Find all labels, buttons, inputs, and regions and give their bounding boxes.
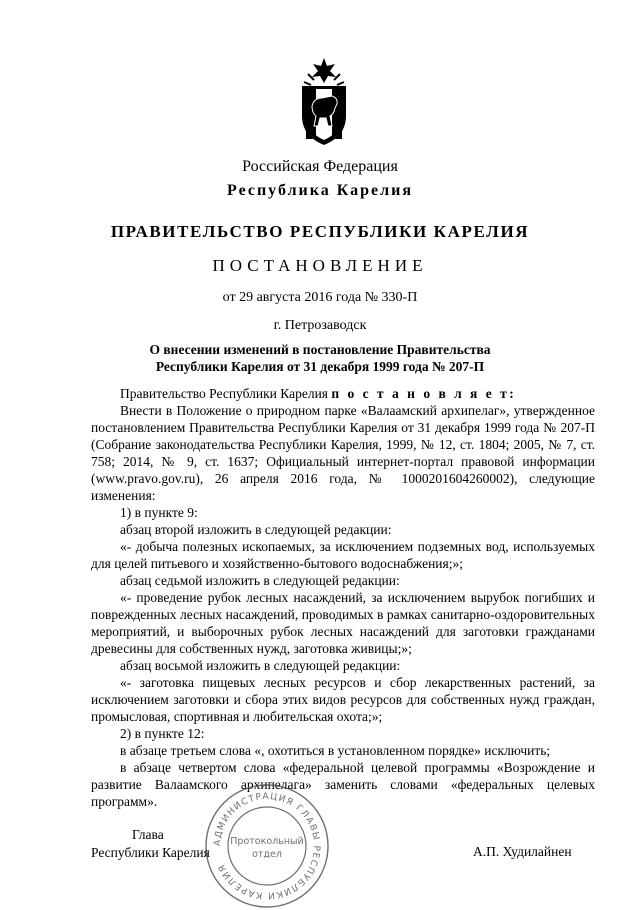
body-paragraph: в абзаце третьем слова «, охотиться в установленном порядке» исключить; xyxy=(120,743,551,758)
document-subject xyxy=(0,341,640,375)
country-name: Российская Федерация xyxy=(242,158,398,175)
subject-line: О внесении изменений в постановление Правительства xyxy=(149,342,491,357)
city-name: г. Петрозаводск xyxy=(273,318,367,333)
body-paragraph: абзац седьмой изложить в следующей редакции: xyxy=(120,573,400,588)
body-paragraph: абзац второй изложить в следующей редакции: xyxy=(120,522,392,537)
intro-paragraph xyxy=(91,385,595,402)
stamp-center-line: отдел xyxy=(252,849,282,860)
government-title: ПРАВИТЕЛЬСТВО РЕСПУБЛИКИ КАРЕЛИЯ xyxy=(110,222,530,241)
body-paragraph: 2) в пункте 12: xyxy=(120,726,205,741)
body-paragraph: «- заготовка пищевых лесных ресурсов и сбор лекарственных растений, за исключением заготовки и сбора этих видов ресурсов для собственных нужд граждан, промысловая, спортивная и любительская охота;»; xyxy=(91,675,595,724)
body-paragraph: «- добыча полезных ископаемых, за исключением подземных вод, используемых для целей питьевого и хозяйственно-бытового водоснабжения;»; xyxy=(91,539,595,571)
subject-line: Республики Карелия от 31 декабря 1999 года № 207-П xyxy=(155,359,485,374)
signatory-name: А.П. Худилайнен xyxy=(473,844,572,859)
body-paragraph: абзац восьмой изложить в следующей редакции: xyxy=(120,658,401,673)
document-body xyxy=(91,385,595,810)
stamp-center-line: Протокольный xyxy=(230,836,304,847)
body-paragraph: в абзаце четвертом слова «федеральной целевой программы «Возрождение и развитие Валаамского архипелага» заменить словами «федеральных целевых программ». xyxy=(91,760,595,809)
signatory-title-line: Республики Карелия xyxy=(91,845,210,860)
body-paragraph: Внести в Положение о природном парке «Валаамский архипелаг», утвержденное постановлением Правительства Республики Карелия от 31 декабря 1999 года № 207-П (Собрание законодательства Республики Карелия, 1999, № 12, ст. 1804; 2005, № 7, ст. 758; 2014, № 9, ст. 1637; Официальный интернет-портал правовой информации (www.pravo.gov.ru), 26 апреля 2016 года, № 1000201604260002), следующие изменения: xyxy=(91,403,595,503)
document-date-number: от 29 августа 2016 года № 330-П xyxy=(222,290,418,305)
body-paragraph: 1) в пункте 9: xyxy=(120,505,198,520)
body-paragraph: «- проведение рубок лесных насаждений, за исключением вырубок погибших и поврежденных лесных насаждений, проводимых в рамках санитарно-оздоровительных мероприятий, и выборочных рубок лесных насаждений для заготовки гражданами древесины для собственных нужд, заготовка живицы;»; xyxy=(91,590,595,656)
intro-resolves: п о с т а н о в л я е т: xyxy=(331,386,517,401)
signatory-title xyxy=(91,826,251,862)
document-type: ПОСТАНОВЛЕНИЕ xyxy=(212,256,428,275)
intro-text: Правительство Республики Карелия xyxy=(120,386,332,401)
stamp-ring-text: АДМИНИСТРАЦИЯ ГЛАВЫ РЕСПУБЛИКИ КАРЕЛИЯ xyxy=(212,791,322,901)
republic-name: Республика Карелия xyxy=(227,182,413,199)
signatory-title-line: Глава xyxy=(132,827,164,842)
coat-of-arms-emblem xyxy=(298,58,350,146)
